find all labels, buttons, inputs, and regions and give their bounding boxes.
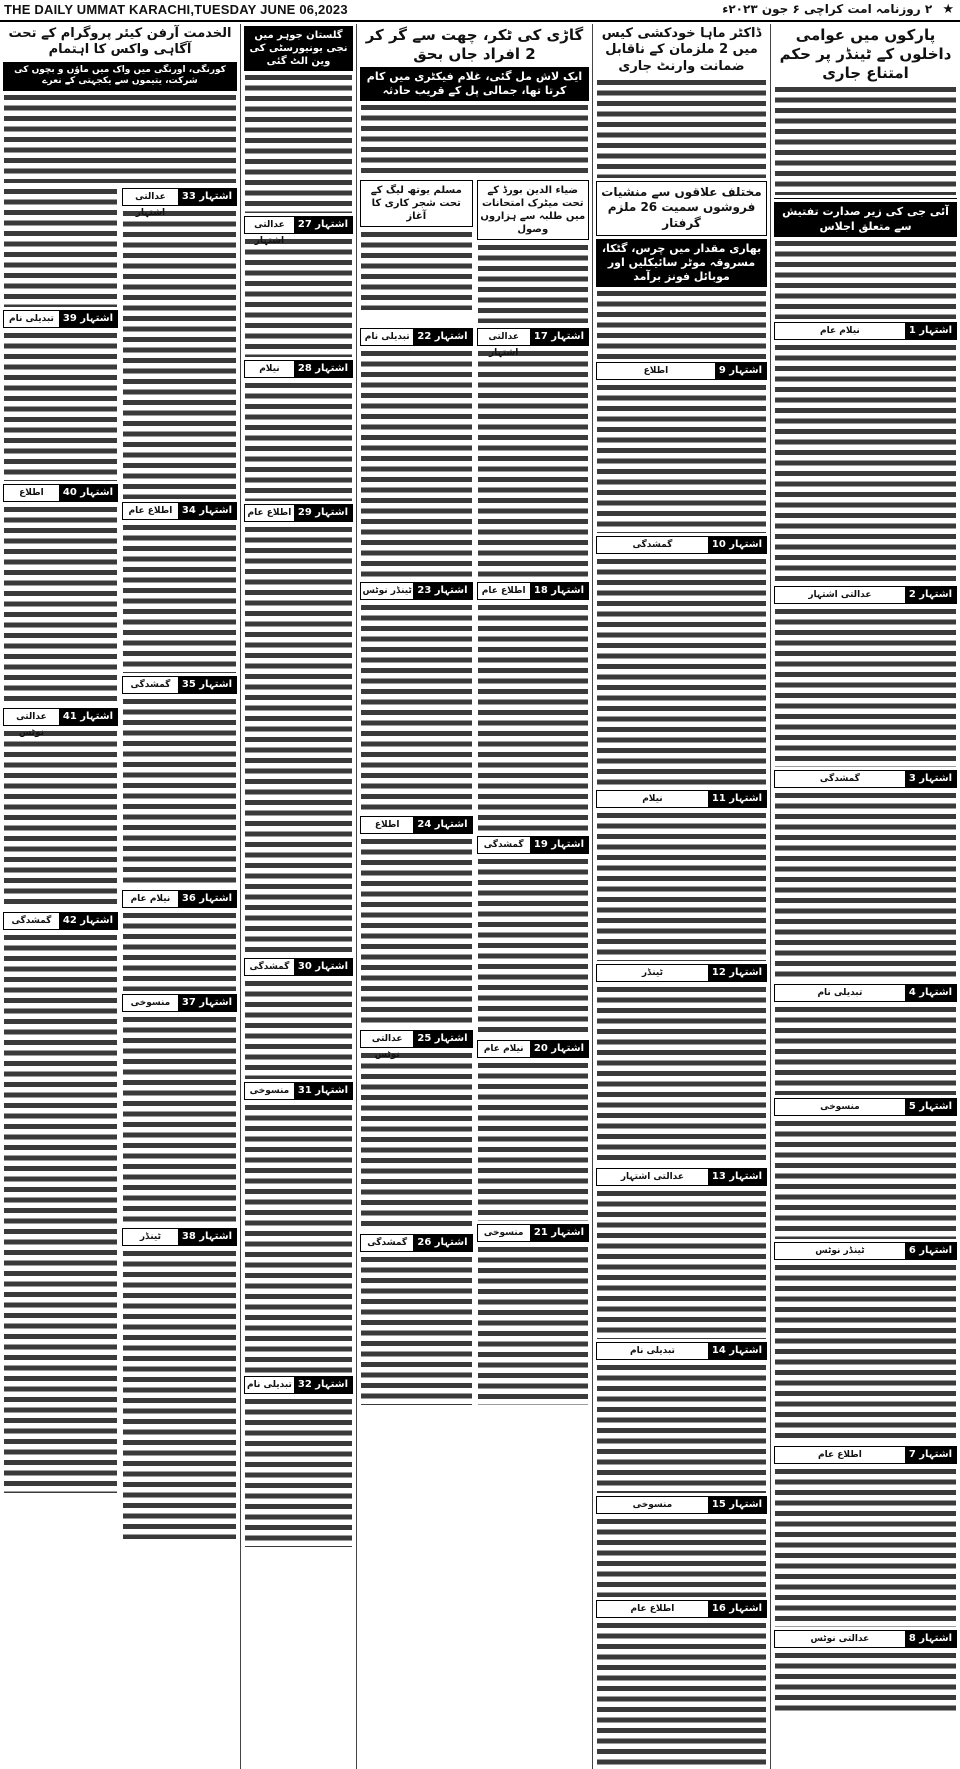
- headline-26-arrested: مختلف علاقوں سے منشیات فروشوں سمیت 26 ملزم گرفتار: [596, 181, 767, 236]
- ad-text: [123, 1015, 236, 1225]
- ad-text: [478, 1245, 589, 1405]
- article-text: [361, 230, 472, 310]
- ad-tag: اشتہار 21 منسوخی: [477, 1224, 590, 1242]
- star-icon: ★: [942, 2, 954, 17]
- ad-text: [478, 857, 589, 1037]
- ad-text: [478, 1061, 589, 1221]
- ad-text: [775, 343, 956, 583]
- page-number: ۲: [924, 2, 933, 16]
- ad-text: [597, 985, 766, 1165]
- ad-tag: اشتہار 5 منسوخی: [774, 1098, 957, 1116]
- ad-tag: اشتہار 26 گمشدگی: [360, 1234, 473, 1252]
- column-4: [240, 24, 356, 1769]
- column-5: [0, 24, 240, 1769]
- masthead-urdu-text: روزنامہ امت کراچی ۶ جون ۲۰۲۳ء: [722, 2, 921, 16]
- ad-tag: اشتہار 41 عدالتی نوٹس: [3, 708, 118, 726]
- ad-tag: اشتہار 23 ٹینڈر نوٹس: [360, 582, 473, 600]
- ad-tag: اشتہار 33 عدالتی اشتہار: [122, 188, 237, 206]
- ad-tag: اشتہار 25 عدالتی نوٹس: [360, 1030, 473, 1048]
- article-text: [478, 243, 589, 323]
- ad-text: [597, 383, 766, 533]
- ad-text: [245, 979, 352, 1079]
- masthead-english-title: THE DAILY UMMAT KARACHI,TUESDAY JUNE 06,2023: [4, 2, 348, 17]
- ad-text: [361, 603, 472, 813]
- ad-tag: اشتہار 34 اطلاع عام: [122, 502, 237, 520]
- ad-text: [123, 1249, 236, 1539]
- headline-tree-plantation: مسلم یوتھ لیگ کے تحت شجر کاری کا آغاز: [360, 180, 473, 227]
- ad-text: [123, 911, 236, 991]
- ad-tag: اشتہار 4 تبدیلی نام: [774, 984, 957, 1002]
- ad-tag: اشتہار 14 تبدیلی نام: [596, 1342, 767, 1360]
- ad-text: [775, 1119, 956, 1239]
- ad-tag: اشتہار 32 تبدیلی نام: [244, 1376, 353, 1394]
- ad-tag: اشتہار 15 منسوخی: [596, 1496, 767, 1514]
- ad-text: [245, 1103, 352, 1373]
- ad-text: [775, 607, 956, 767]
- divider: [774, 198, 957, 199]
- newspaper-page: [0, 24, 960, 1769]
- ad-text: [4, 729, 117, 909]
- article-text: [361, 103, 588, 175]
- article-text: [4, 187, 117, 307]
- ad-text: [478, 349, 589, 579]
- ad-tag: اشتہار 28 نیلام: [244, 360, 353, 378]
- ad-tag: اشتہار 3 گمشدگی: [774, 770, 957, 788]
- ad-tag: اشتہار 42 گمشدگی: [3, 912, 118, 930]
- ad-tag: اشتہار 39 تبدیلی نام: [3, 310, 118, 328]
- ad-tag: اشتہار 6 ٹینڈر نوٹس: [774, 1242, 957, 1260]
- ad-tag: اشتہار 40 اطلاع: [3, 484, 118, 502]
- ad-text: [597, 1363, 766, 1493]
- ad-tag: اشتہار 20 نیلام عام: [477, 1040, 590, 1058]
- ad-text: [361, 349, 472, 579]
- article-text: [775, 239, 956, 319]
- ad-text: [361, 837, 472, 1027]
- ad-text: [775, 1263, 956, 1443]
- ad-tag: اشتہار 18 اطلاع عام: [477, 582, 590, 600]
- banner-recovery: بھاری مقدار میں چرس، گٹکا، مسروقہ موٹر سائیکلیں اور موبائل فونز برآمد: [596, 239, 767, 288]
- ad-text: [123, 209, 236, 499]
- ad-tag: اشتہار 29 اطلاع عام: [244, 504, 353, 522]
- ad-tag: اشتہار 30 گمشدگی: [244, 958, 353, 976]
- ad-text: [597, 1517, 766, 1597]
- ad-tag: اشتہار 12 ٹینڈر: [596, 964, 767, 982]
- banner-ig-meeting: آئی جی کی زیر صدارت تفتیش سے متعلق اجلاس: [774, 202, 957, 237]
- ad-tag: اشتہار 17 عدالتی اشتہار: [477, 328, 590, 346]
- headline-accident: گاڑی کی ٹکر، چھت سے گر کر 2 افراد جاں بحق: [365, 26, 584, 63]
- ad-text: [245, 381, 352, 501]
- ad-tag: اشتہار 16 اطلاع عام: [596, 1600, 767, 1618]
- article-text: [775, 85, 956, 195]
- ad-text: [123, 523, 236, 673]
- ad-tag: اشتہار 7 اطلاع عام: [774, 1446, 957, 1464]
- ad-text: [597, 557, 766, 787]
- ad-tag: اشتہار 38 ٹینڈر: [122, 1228, 237, 1246]
- ad-tag: اشتہار 9 اطلاع: [596, 362, 767, 380]
- ad-text: [4, 505, 117, 705]
- ad-text: [245, 1397, 352, 1547]
- ad-tag: اشتہار 24 اطلاع: [360, 816, 473, 834]
- column-1: [770, 24, 960, 1769]
- ad-columns: [360, 325, 589, 1407]
- article-text: [597, 78, 766, 178]
- ad-tag: اشتہار 27 عدالتی اشتہار: [244, 216, 353, 234]
- ad-columns: [3, 185, 237, 1541]
- headline-alkhidmat-walks: الخدمت آرفن کیئر پروگرام کے تحت آگاہی واکس کا اہتمام: [8, 26, 232, 58]
- column-2: [592, 24, 770, 1769]
- ad-text: [361, 1051, 472, 1231]
- ad-tag: اشتہار 31 منسوخی: [244, 1082, 353, 1100]
- ad-text: [245, 525, 352, 955]
- ad-text: [775, 791, 956, 981]
- ad-text: [361, 1255, 472, 1405]
- ad-tag: اشتہار 11 نیلام: [596, 790, 767, 808]
- sub-articles: [360, 177, 589, 325]
- ad-tag: اشتہار 37 منسوخی: [122, 994, 237, 1012]
- banner-accident-detail: ایک لاش مل گئی، غلام فیکٹری میں کام کرتا تھا، جمالی پل کے قریب حادثہ: [360, 67, 589, 102]
- ad-tag: اشتہار 10 گمشدگی: [596, 536, 767, 554]
- ad-tag: اشتہار 19 گمشدگی: [477, 836, 590, 854]
- ad-text: [775, 1005, 956, 1095]
- ad-text: [123, 697, 236, 887]
- ad-tag: اشتہار 22 تبدیلی نام: [360, 328, 473, 346]
- ad-tag: اشتہار 36 نیلام عام: [122, 890, 237, 908]
- ad-tag: اشتہار 35 گمشدگی: [122, 676, 237, 694]
- column-3: [356, 24, 592, 1769]
- article-text: [4, 93, 236, 183]
- ad-text: [478, 603, 589, 833]
- ad-text: [597, 1189, 766, 1339]
- banner-walk-detail: کورنگی، اورنگی میں واک میں ماؤں و بچوں کی شرکت، یتیموں سے یکجہتی کے نعرے: [3, 62, 237, 91]
- ad-text: [245, 237, 352, 357]
- headline-ziauddin-board: ضیاء الدین بورڈ کے تحت میٹرک امتحانات میں طلبہ سے ہزاروں وصول: [477, 180, 590, 240]
- ad-text: [597, 1621, 766, 1769]
- ad-text: [775, 1651, 956, 1711]
- ad-tag: اشتہار 8 عدالتی نوٹس: [774, 1630, 957, 1648]
- article-text: [245, 73, 352, 213]
- ad-tag: اشتہار 2 عدالتی اشتہار: [774, 586, 957, 604]
- ad-text: [597, 811, 766, 961]
- ad-text: [4, 331, 117, 481]
- ad-text: [4, 933, 117, 1493]
- headline-dr-maha-case: ڈاکٹر ماہا خودکشی کیس میں 2 ملزمان کے ناقابل ضمانت وارنٹ جاری: [601, 26, 762, 74]
- masthead: [0, 0, 960, 22]
- headline-parks-tender: پارکوں میں عوامی داخلوں کے ٹینڈر پر حکم امتناع جاری: [779, 26, 952, 82]
- headline-university-van: گلستان جوہر میں نجی یونیورسٹی کی وین الٹ گئی: [244, 26, 353, 71]
- article-text: [597, 289, 766, 359]
- ad-text: [775, 1467, 956, 1627]
- ad-tag: اشتہار 13 عدالتی اشتہار: [596, 1168, 767, 1186]
- masthead-urdu-title: [722, 2, 954, 17]
- ad-tag: اشتہار 1 نیلام عام: [774, 322, 957, 340]
